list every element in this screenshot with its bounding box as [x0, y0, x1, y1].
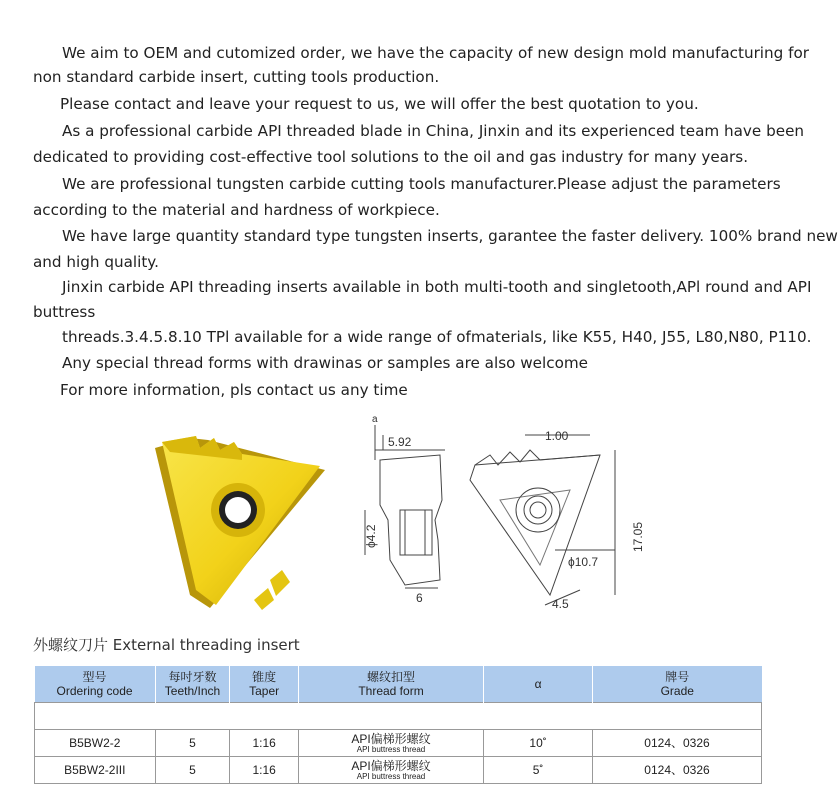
intro-line: Jinxin carbide API threading inserts available in both multi-tooth and singletooth,APl round and API: [62, 278, 812, 296]
intro-line: We are professional tungsten carbide cutting tools manufacturer.Please adjust the parameters: [62, 175, 781, 193]
intro-line: and high quality.: [33, 253, 159, 271]
dim-1-00: 1.00: [545, 429, 569, 443]
dim-17-05: 17.05: [631, 521, 645, 552]
header-alpha: α: [484, 666, 593, 703]
cell-thread-form: API偏梯形螺纹 API buttress thread: [298, 730, 483, 757]
cell-thread-form: API偏梯形螺纹 API buttress thread: [298, 757, 483, 784]
dim-phi-10-7: ϕ10.7: [568, 555, 599, 569]
dim-4-5: 4.5: [552, 597, 569, 611]
side-view-drawing: [350, 410, 460, 610]
cell-taper: 1:16: [230, 757, 299, 784]
cell-alpha: 5˚: [484, 757, 593, 784]
cell-teeth: 5: [155, 730, 230, 757]
header-thread-form: 螺纹扣型 Thread form: [298, 666, 483, 703]
intro-line: As a professional carbide API threaded blade in China, Jinxin and its experienced team have been: [62, 122, 805, 140]
cell-code: B5BW2-2III: [35, 757, 156, 784]
intro-line: threads.3.4.5.8.10 TPl available for a wide range of ofmaterials, like K55, H40, J55, L80,N80, P110.: [62, 328, 812, 346]
header-taper: 锥度 Taper: [230, 666, 299, 703]
cell-grade: 0124、0326: [593, 730, 762, 757]
intro-line: dedicated to providing cost-effective tool solutions to the oil and gas industry for many years.: [33, 148, 749, 166]
dim-5-92: 5.92: [388, 435, 412, 449]
intro-line: according to the material and hardness of workpiece.: [33, 201, 440, 219]
dim-phi-4-2: ϕ4.2: [364, 524, 378, 548]
insert-figures: [0, 400, 800, 620]
table-row: [35, 730, 762, 757]
dim-a: a: [372, 414, 378, 425]
header-teeth-inch: 每吋牙数 Teeth/Inch: [155, 666, 230, 703]
intro-line: For more information, pls contact us any time: [60, 381, 408, 399]
header-grade: 牌号 Grade: [593, 666, 762, 703]
table-caption: 外螺纹刀片 External threading insert: [33, 636, 300, 654]
header-ordering-code: 型号 Ordering code: [35, 666, 156, 703]
cell-teeth: 5: [155, 757, 230, 784]
table-header-row: [35, 666, 762, 703]
cell-code: B5BW2-2: [35, 730, 156, 757]
table-row: [35, 757, 762, 784]
intro-line: Any special thread forms with drawinas or samples are also welcome: [62, 354, 588, 372]
intro-line: non standard carbide insert, cutting tools production.: [33, 68, 440, 86]
cell-grade: 0124、0326: [593, 757, 762, 784]
intro-line: Please contact and leave your request to us, we will offer the best quotation to you.: [60, 95, 699, 113]
intro-line: We have large quantity standard type tungsten inserts, garantee the faster delivery. 100% brand new: [62, 227, 838, 245]
cell-taper: 1:16: [230, 730, 299, 757]
front-view-drawing: [460, 410, 645, 615]
dim-6: 6: [416, 591, 423, 605]
intro-line: buttress: [33, 303, 96, 321]
intro-line: We aim to OEM and cutomized order, we have the capacity of new design mold manufacturing for: [62, 44, 810, 62]
cell-alpha: 10˚: [484, 730, 593, 757]
spec-table: [34, 666, 762, 784]
insert-3d-image: [150, 430, 340, 615]
